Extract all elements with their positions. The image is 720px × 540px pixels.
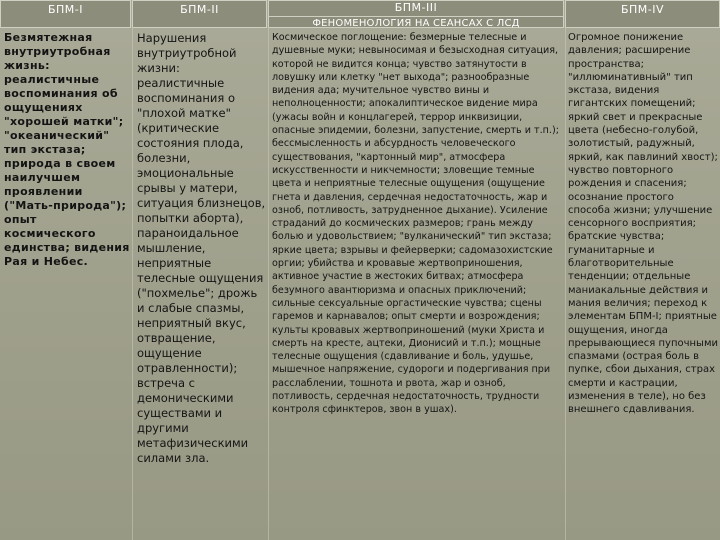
bpm-2-text: Нарушения внутриутробной жизни: реалистичные воспоминания о "плохой матке" (критические состояния плода, болезни, эмоциональные срывы у матери, ситуация близнецов, попытки аборта), параноидальное мышление, неприятные телесные ощущения ("похмелье"; дрожь и слабые спазмы, неприятный вкус, отвращение, ощущение отравленности); встреча с демоническими существами и другими метафизическими силами зла. (137, 31, 266, 465)
bpm-1-column (4, 31, 132, 540)
header-bpm-3 (268, 0, 564, 28)
header-bpm-2 (132, 0, 267, 28)
header-bpm-1-label: БПМ-I (47, 3, 84, 16)
column-divider (132, 28, 133, 540)
header-bpm-4-label: БПМ-IV (620, 3, 665, 16)
bpm-4-text: Огромное понижение давления; расширение пространства; "иллюминативный" тип экстаза, видения гигантских помещений; яркий свет и прекрасные цвета (небесно-голубой, золотистый, радужный, яркий, как павлиний хвост); чувство повторного рождения и спасения; осознание простого способа жизни; улучшение сенсорного восприятия; братские чувства; гуманитарные и благотворительные тенденции; отдельные маниакальные действия и мания величия; переход к элементам БПМ-I; приятные ощущения, иногда прерывающиеся пупочными спазмами (острая боль в пупке, сбои дыхания, страх смерти и кастрации, изменения в теле), но без внешнего сдавливания. (568, 32, 718, 416)
header-bpm-2-label: БПМ-II (180, 3, 219, 16)
header-bpm-3-label: БПМ-III (394, 1, 438, 14)
bpm-4-column (568, 31, 718, 540)
bpm-3-text: Космическое поглощение: безмерные телесные и душевные муки; невыносимая и безысходная ситуация, которой не видится конца; чувство затянутости в ловушку или клетку "нет выхода"; разнообразные видения ада; мучительное чувство вины и неполноценности; апокалиптическое видение мира (ужасы войн и концлагерей, террор инквизиции, опасные эпидемии, болезни, запустение, смерть и т.п.); бессмысленность и абсурдность человеческого существования, "картонный мир", атмосфера искусственности и никчемности; зловещие темные цвета и неприятные телесные ощущения (ощущение гнета и давления, сердечная недостаточность, жар и озноб, потливость, затрудненное дыхание). Усиление страданий до космических размеров; грань между болью и удовольствием; "вулканический" тип экстаза; яркие цвета; взрывы и фейерверки; садомазохистские оргии; убийства и кровавые жертвоприношения, активное участие в жестоких битвах; атмосфера безумного авантюризма и опасных приключений; сильные сексуальные оргастические чувства; сцены гаремов и карнавалов; опыт смерти и возрождения; культы кровавых жертвоприношений (муки Христа и смерть на кресте, ацтеки, Дионисий и т.п.); мощные телесные ощущения (сдавливание и боль, удушье, мышечное напряжение, судороги и подергивания при расслаблении, тошнота и рвота, жар и озноб, потливость, сердечная недостаточность, трудности контроля сфинктеров, звон в ушах). (272, 32, 559, 416)
phenomenology-subheader: ФЕНОМЕНОЛОГИЯ НА СЕАНСАХ С ЛСД (269, 16, 563, 29)
header-bpm-1 (0, 0, 131, 28)
bpm-1-text: Безмятежная внутриутробная жизнь: реалистичные воспоминания об ощущениях "хорошей матки"; "океанический" тип экстаза; природа в своем наилучшем проявлении ("Мать-природа"); опыт космического единства; видения Рая и Небес. (4, 31, 130, 268)
header-bpm-4 (565, 0, 720, 28)
bpm-3-column (272, 31, 566, 540)
column-divider (268, 28, 269, 540)
bpm-2-column (137, 31, 268, 540)
